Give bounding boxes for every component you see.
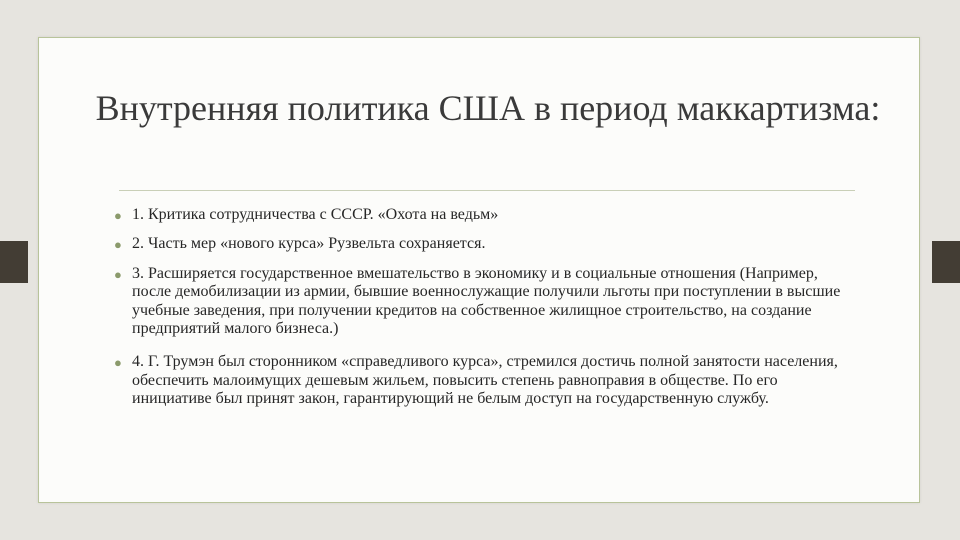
bullet-text: 2. Часть мер «нового курса» Рузвельта сохраняется.	[132, 235, 486, 253]
bullet-dot-icon: ●	[114, 266, 122, 282]
bullet-text: 4. Г. Трумэн был сторонником «справедливого курса», стремился достичь полной занятости населения, обеспечить малоимущих дешевым жильем, повысить степень равноправия в обществе. По его инициативе был принят закон, гарантирующий не белым доступ на государственную службу.	[132, 353, 838, 408]
slide-title: Внутренняя политика США в период маккартизма:	[95, 88, 881, 128]
bullet-item	[114, 235, 844, 253]
bullet-item	[114, 265, 844, 339]
bullet-dot-icon: ●	[114, 237, 122, 253]
bullet-item	[114, 206, 844, 224]
bullet-list	[114, 200, 844, 409]
left-side-tab	[0, 241, 28, 283]
title-divider	[119, 190, 855, 191]
right-side-tab	[932, 241, 960, 283]
bullet-text: 3. Расширяется государственное вмешательство в экономику и в социальные отношения (Например, после демобилизации из армии, бывшие военнослужащие получили льготы при поступлении в высшие учебные заведения, при получении кредитов на собственное жилищное строительство, на создание предприятий малого бизнеса.)	[132, 264, 841, 338]
bullet-item	[114, 353, 844, 408]
slide-panel	[38, 37, 920, 503]
bullet-dot-icon: ●	[114, 355, 122, 371]
bullet-dot-icon: ●	[114, 208, 122, 223]
bullet-text: 1. Критика сотрудничества с СССР. «Охота на ведьм»	[132, 206, 499, 223]
